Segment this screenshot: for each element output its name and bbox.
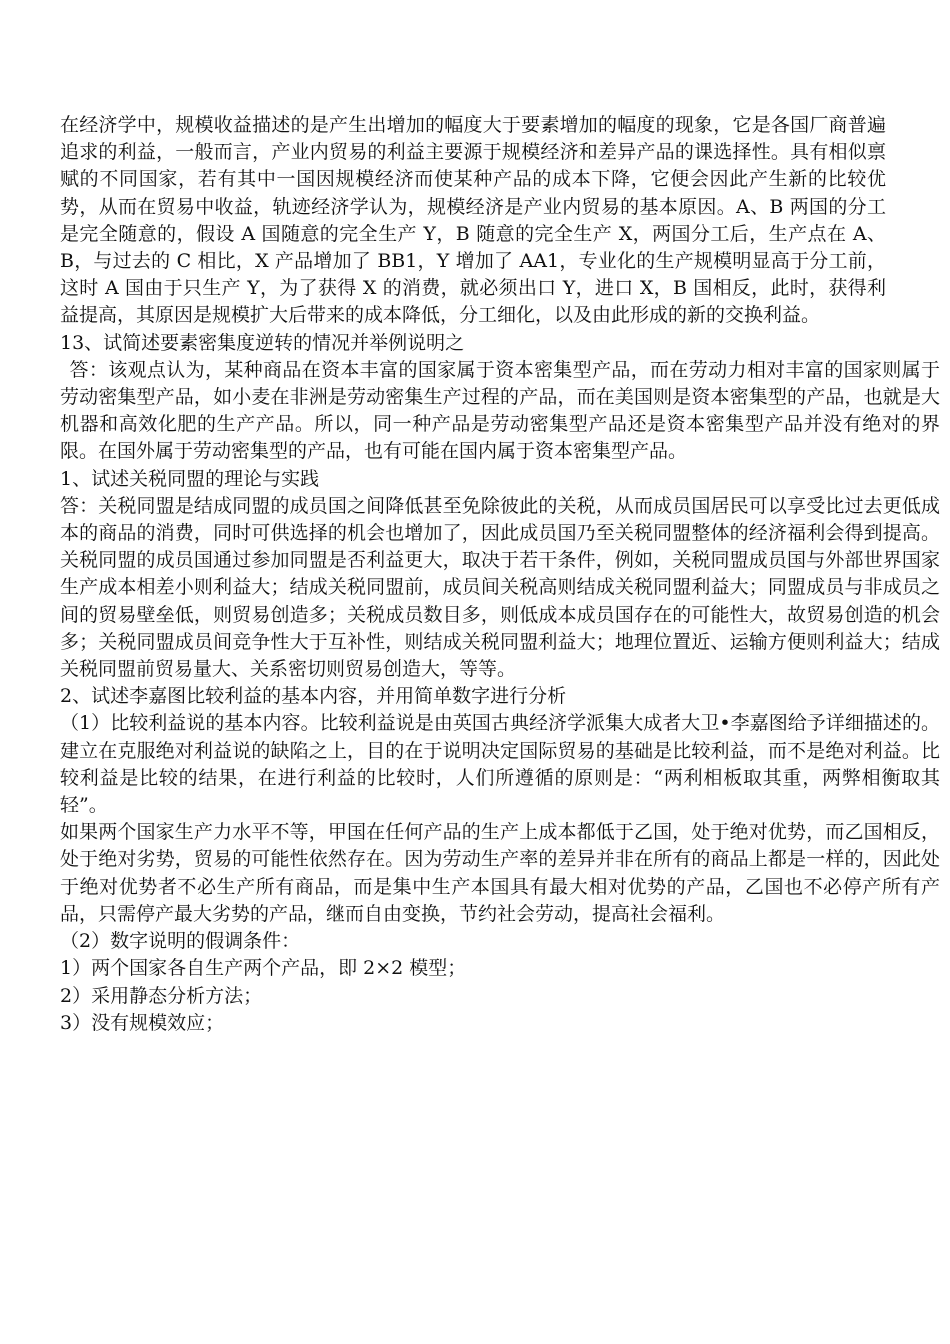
question-13-heading: 13、试简述要素密集度逆转的情况并举例说明之	[60, 331, 465, 354]
document-body	[60, 112, 940, 1037]
list-item-3: 3）没有规模效应；	[60, 1011, 225, 1034]
question-2-heading: 2、试述李嘉图比较利益的基本内容，并用简单数字进行分析	[60, 685, 567, 708]
answer-2-part-2: （2）数字说明的假调条件：	[60, 930, 301, 953]
answer-1: 答：关税同盟是结成同盟的成员国之间降低甚至免除彼此的关税，从而成员国居民可以享受比过去更低成本的商品的消费，同时可供选择的机会也增加了，因此成员国乃至关税同盟整体的经济福利会得到提高。关税同盟的成员国通过参加同盟是否利益更大，取决于若干条件，例如，关税同盟成员国与外部世界国家生产成本相差小则利益大；结成关税同盟前，成员间关税高则结成关税同盟利益大；同盟成员与非成员之间的贸易壁垒低，则贸易创造多；关税成员数目多，则低成本成员国存在的可能性大，故贸易创造的机会多；关税同盟成员间竞争性大于互补性，则结成关税同盟利益大；地理位置近、运输方便则利益大；结成关税同盟前贸易量大、关系密切则贸易创造大，等等。	[60, 494, 940, 681]
list-item-2: 2）采用静态分析方法；	[60, 984, 263, 1007]
list-item-1: 1）两个国家各自生产两个产品，即 2×2 模型；	[60, 957, 467, 980]
paragraph-scale-economies: 在经济学中，规模收益描述的是产生出增加的幅度大于要素增加的幅度的现象，它是各国厂商普遍追求的利益，一般而言，产业内贸易的利益主要源于规模经济和差异产品的课选择性。具有相似禀赋的不同国家，若有其中一国因规模经济而使某种产品的成本下降，它便会因此产生新的比较优势，从而在贸易中收益，轨迹经济学认为，规模经济是产业内贸易的基本原因。A、B 两国的分工是完全随意的，假设 A 国随意的完全生产 Y，B 随意的完全生产 X，两国分工后，生产点在 A、B，与过去的 C 相比，X 产品增加了 BB1，Y 增加了 AA1，专业化的生产规模明显高于分工前，这时 A 国由于只生产 Y，为了获得 X 的消费，就必须出口 Y，进口 X，B 国相反，此时，获得利益提高，其原因是规模扩大后带来的成本降低，分工细化，以及由此形成的新的交换利益。	[60, 114, 886, 327]
answer-13: 答：该观点认为，某种商品在资本丰富的国家属于资本密集型产品，而在劳动力相对丰富的国家则属于劳动密集型产品，如小麦在非洲是劳动密集生产过程的产品，而在美国则是资本密集型的产品，也就是大机器和高效化肥的生产产品。所以，同一种产品是劳动密集型产品还是资本密集型产品并没有绝对的界限。在国外属于劳动密集型的产品，也有可能在国内属于资本密集型产品。	[60, 358, 940, 463]
answer-2-part-1: （1）比较利益说的基本内容。比较利益说是由英国古典经济学派集大成者大卫•李嘉图给予详细描述的。建立在克服绝对利益说的缺陷之上，目的在于说明决定国际贸易的基础是比较利益，而不是绝对利益。比较利益是比较的结果，在进行利益的比较时，人们所遵循的原则是：“两利相板取其重，两弊相衡取其轻”。	[60, 712, 940, 817]
question-1-heading: 1、试述关税同盟的理论与实践	[60, 467, 320, 490]
answer-2-paragraph-2: 如果两个国家生产力水平不等，甲国在任何产品的生产上成本都低于乙国，处于绝对优势，而乙国相反，处于绝对劣势，贸易的可能性依然存在。因为劳动生产率的差异并非在所有的商品上都是一样的，因此处于绝对优势者不必生产所有商品，而是集中生产本国具有最大相对优势的产品，乙国也不必停产所有产品，只需停产最大劣势的产品，继而自由变换，节约社会劳动，提高社会福利。	[60, 821, 940, 925]
